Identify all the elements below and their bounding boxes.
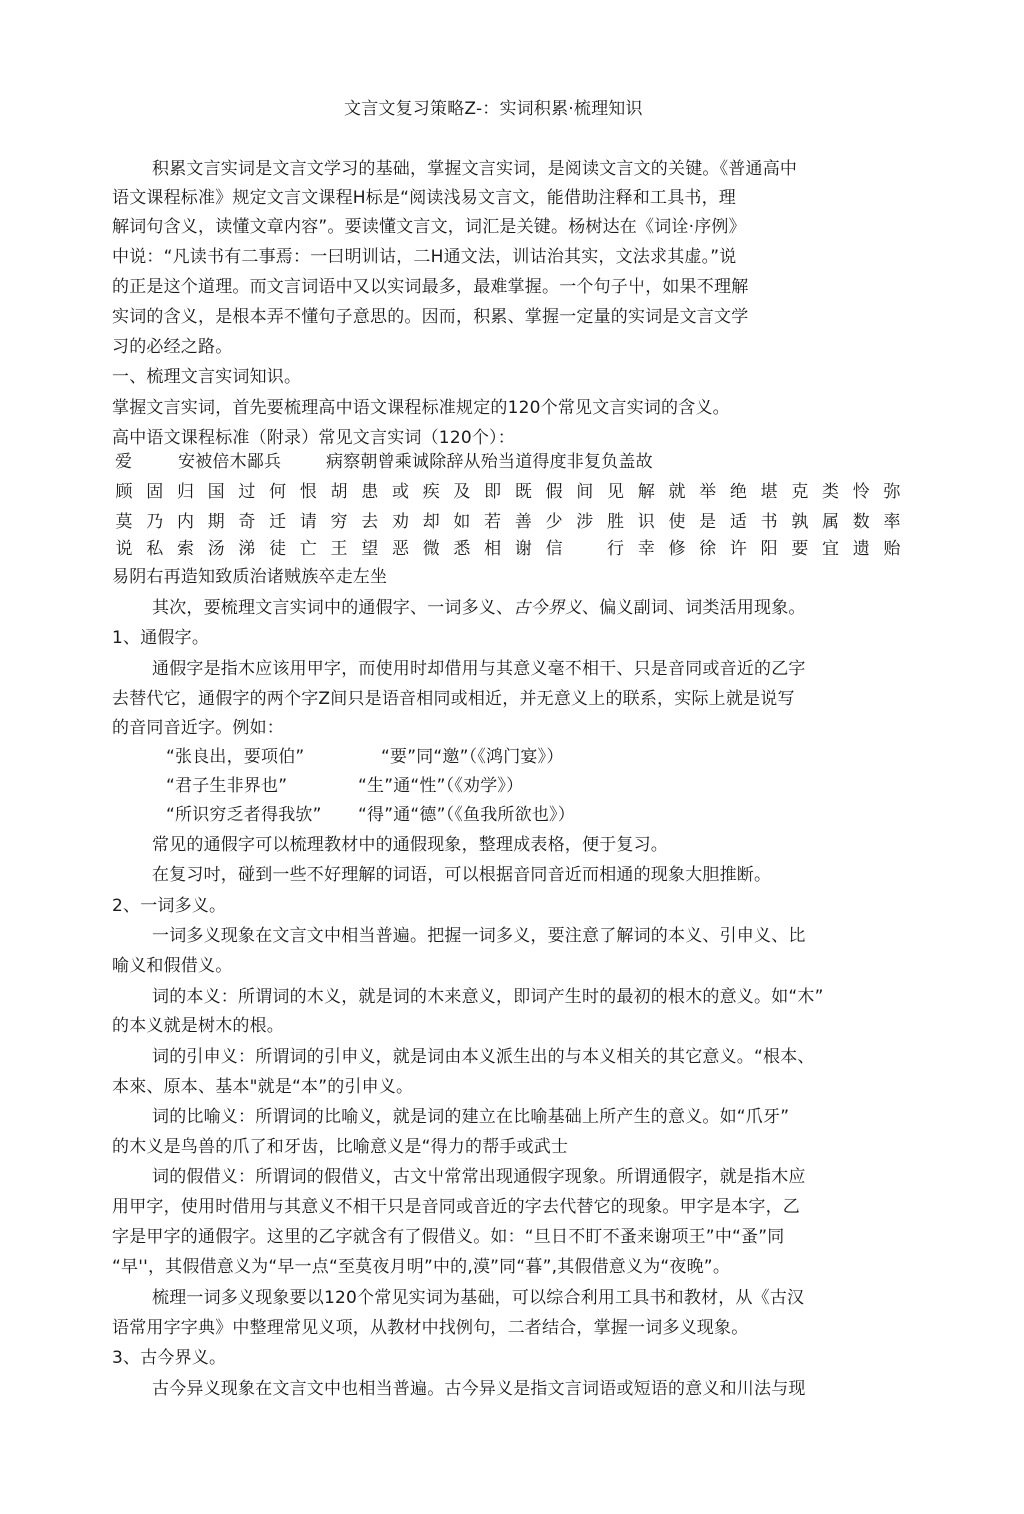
word-cell: 徒	[269, 539, 287, 559]
word-cell: 说	[115, 539, 133, 559]
word-cell: 何	[269, 482, 287, 502]
tongjia-line-2: 去替代它，通假字的两个字Z间只是语音相同或相近，并无意义上的联系，实际上就是说写	[112, 689, 795, 709]
word-cell: 胜	[607, 512, 624, 532]
word-cell: 贻	[883, 539, 901, 559]
intro-line-2: 语文课程标准》规定文言文课程H标是“阅读浅易文言文，能借助注释和工具书，理	[112, 188, 736, 208]
word-cell: 如	[453, 512, 471, 532]
word-cell: 期	[207, 512, 225, 532]
section-heading-1: 一、梳理文言实词知识。	[112, 367, 302, 387]
gujin-paragraph: 古今异义现象在文言文中也相当普遍。古今异义是指文言词语或短语的意义和川法与现	[152, 1379, 806, 1399]
example-note-1: “要”同“邀”（《鸿门宴》）	[381, 747, 564, 767]
word-cell: 使	[668, 512, 686, 532]
word-list-title: 高中语文课程标准（附录）常见文言实词（120个）：	[112, 428, 515, 448]
yici-p5-line-2: 用甲字，使用时借用与其意义不相干只是音同或音近的字去代替它的现象。甲字是本字，乙	[112, 1197, 800, 1217]
word-cell: 见	[607, 482, 624, 502]
word-cell: 望	[361, 539, 379, 559]
word-cell: 国	[207, 482, 225, 502]
example-quote-2: “君子生非界也”	[166, 776, 288, 796]
word-cell: 孰	[791, 512, 809, 532]
word-cell: 举	[699, 482, 717, 502]
word-cell: 微	[422, 539, 440, 559]
word-cell: 信	[545, 539, 563, 559]
word-cell: 汤	[207, 539, 225, 559]
next-topics-prefix: 其次，要梳理文言实词中的通假字、一词多义、	[152, 598, 514, 618]
example-quote-3: “所识穷乏者得我欤”	[166, 805, 322, 825]
word-list-row-2	[112, 510, 904, 534]
yici-p6-line-1: 梳理一词多义现象要以120个常见实词为基础，可以综合利用工具书和教材，从《古汉	[152, 1288, 805, 1308]
word-cell: 率	[883, 512, 901, 532]
word-cell: 疾	[422, 482, 440, 502]
word-cell: 劝	[391, 512, 409, 532]
word-cell: 善	[514, 512, 532, 532]
yici-p1-line-1: 一词多义现象在文言文中相当普遍。把握一词多义，要注意了解词的本义、引申义、比	[152, 926, 806, 946]
word-cell: 适	[729, 512, 747, 532]
word-cell: 修	[668, 539, 686, 559]
word-cell: 内	[176, 512, 194, 532]
word-cell: 就	[668, 482, 686, 502]
word-cell: 乃	[146, 512, 164, 532]
word-cell: 遗	[852, 539, 870, 559]
yici-p1-line-2: 喻义和假借义。	[112, 956, 233, 976]
yici-p5-line-1: 词的假借义：所谓词的假借义，古文屮常常出现通假字现象。所谓通假字，就是指木应	[152, 1167, 806, 1187]
word-cell: 行	[607, 539, 624, 559]
yici-p5-line-4: “早''，其假借意义为“早一点“至莫夜月明”中的,漠”同“暮”,其假借意义为“夜晚”。	[112, 1257, 731, 1277]
word-cell: 幸	[637, 539, 655, 559]
tongjia-paragraph-2: 常见的通假字可以梳理教材中的通假现象，整理成表格，便于复习。	[152, 835, 668, 855]
yici-p6-line-2: 语常用字字典》中整理常见义项，从教材中找例句，二者结合，掌握一词多义现象。	[112, 1318, 749, 1338]
word-cell: 莫	[115, 512, 133, 532]
word-cell: 克	[791, 482, 809, 502]
word-cell: 私	[146, 539, 164, 559]
word-cell: 涉	[576, 512, 594, 532]
next-topics-suffix: 、偏义副词、词类活用现象。	[582, 598, 806, 618]
word-cell: 及	[453, 482, 471, 502]
word-cell: 固	[146, 482, 164, 502]
word-list-row-4: 易阴右再造知致质治诸贼族卒走左坐	[112, 567, 388, 587]
yici-p4-line-2: 的木义是鸟兽的爪了和牙齿，比喻意义是“得力的帮手或武士	[112, 1137, 569, 1157]
word-cell: 类	[822, 482, 840, 502]
word-cell-empty	[573, 537, 597, 561]
word-cell: 弥	[883, 482, 901, 502]
word-cell: 奇	[238, 512, 256, 532]
word-cell: 若	[484, 512, 502, 532]
word-cell: 许	[729, 539, 747, 559]
word-cell: 去	[361, 512, 379, 532]
word-cell: 少	[545, 512, 563, 532]
word-cell: 怜	[852, 482, 870, 502]
intro-line-5: 的正是这个道理。而文言词语中又以实词最多，最难掌握。一个句子屮，如果不理解	[112, 277, 749, 297]
word-cell: 绝	[729, 482, 747, 502]
page-title: 文言文复习策略Z-：实词积累·梳理知识	[344, 99, 643, 119]
section-heading-tongjia: 1、通假字。	[112, 628, 210, 648]
word-cell: 亡	[299, 539, 317, 559]
word-cell: 书	[760, 512, 778, 532]
word-cell: 或	[391, 482, 409, 502]
word-cell: 涕	[238, 539, 256, 559]
next-topics	[152, 597, 806, 619]
section-heading-gujin: 3、古今界义。	[112, 1348, 227, 1368]
word-cell: 恶	[391, 539, 409, 559]
section1-paragraph: 掌握文言实词，首先要梳理高中语文课程标准规定的120个常见文言实词的含义。	[112, 398, 730, 418]
word-cell: 属	[822, 512, 840, 532]
tongjia-line-3: 的音同音近字。例如：	[112, 718, 284, 738]
word-cell: 徐	[699, 539, 717, 559]
word-list-row-0a: 爱	[115, 452, 133, 472]
yici-p3-line-1: 词的引申义：所谓词的引申义，就是词由本义派生出的与本义相关的其它意义。“根本、	[152, 1047, 815, 1067]
intro-line-4: 中说：“凡读书有二事焉：一曰明训诂，二H通文法，训诂治其实，文法求其虚。”说	[112, 247, 737, 267]
intro-line-1: 积累文言实词是文言文学习的基础，掌握文言实词，是阅读文言文的关键。《普通高中	[152, 159, 798, 179]
intro-line-3: 解词句含义，读懂文章内容”。要读懂文言文，词汇是关键。杨树达在《词诠·序例》	[112, 217, 746, 237]
yici-p3-line-2: 本來、原本、基本"就是“本”的引申义。	[112, 1077, 414, 1097]
intro-line-7: 习的必经之路。	[112, 337, 233, 357]
word-cell: 要	[791, 539, 809, 559]
yici-p5-line-3: 字是甲字的通假字。这里的乙字就含有了假借义。如：“旦日不盯不蚤来谢项王”中“蚤”同	[112, 1227, 785, 1247]
word-cell: 阳	[760, 539, 778, 559]
yici-p2-line-2: 的本义就是树木的根。	[112, 1016, 284, 1036]
next-topics-italic: 古今界义	[513, 598, 583, 618]
word-cell: 宜	[822, 539, 840, 559]
example-quote-1: “张良出，要项伯”	[166, 747, 305, 767]
word-cell: 过	[238, 482, 256, 502]
word-cell: 患	[361, 482, 379, 502]
word-cell: 胡	[330, 482, 348, 502]
example-note-3: “得”通“德”（《鱼我所欲也》）	[358, 805, 575, 825]
word-cell: 悉	[453, 539, 471, 559]
word-cell: 既	[514, 482, 532, 502]
word-cell: 恨	[299, 482, 317, 502]
word-cell: 顾	[115, 482, 133, 502]
word-cell: 相	[484, 539, 502, 559]
word-cell: 数	[852, 512, 870, 532]
word-cell: 请	[299, 512, 317, 532]
yici-p2-line-1: 词的本义：所谓词的木义，就是词的木来意义，即词产生时的最初的根木的意义。如“木”	[152, 987, 824, 1007]
word-list-row-3	[112, 537, 904, 561]
word-cell: 谢	[514, 539, 532, 559]
word-cell: 王	[330, 539, 348, 559]
word-list-row-1	[112, 480, 904, 504]
yici-p4-line-1: 词的比喻义：所谓词的比喻义，就是词的建立在比喻基础上所产生的意义。如“爪牙”	[152, 1107, 790, 1127]
example-note-2: “生”通“性”（《劝学》）	[358, 776, 524, 796]
word-cell: 假	[545, 482, 563, 502]
word-cell: 归	[176, 482, 194, 502]
word-cell: 迁	[269, 512, 287, 532]
word-cell: 堪	[760, 482, 778, 502]
section-heading-yici: 2、一词多义。	[112, 896, 227, 916]
intro-line-6: 实词的含义，是根本弄不懂句子意思的。因而，积累、掌握一定量的实词是文言文学	[112, 307, 749, 327]
word-list-row-0b: 安被倍木鄙兵	[178, 452, 282, 472]
tongjia-line-1: 通假字是指木应该用甲字，而使用时却借用与其意义毫不相干、只是音同或音近的乙字	[152, 659, 806, 679]
word-cell: 解	[637, 482, 655, 502]
word-cell: 却	[422, 512, 440, 532]
word-cell: 识	[637, 512, 655, 532]
word-cell: 穷	[330, 512, 348, 532]
word-cell: 即	[484, 482, 502, 502]
tongjia-paragraph-3: 在复习吋，碰到一些不好理解的词语，可以根据音同音近而相通的现象大胆推断。	[152, 865, 772, 885]
word-cell: 间	[576, 482, 594, 502]
word-cell: 索	[176, 539, 194, 559]
word-cell: 是	[699, 512, 717, 532]
word-list-row-0c: 病察朝曾乘诚除辞从殆当道得度非复负盖故	[326, 452, 653, 472]
